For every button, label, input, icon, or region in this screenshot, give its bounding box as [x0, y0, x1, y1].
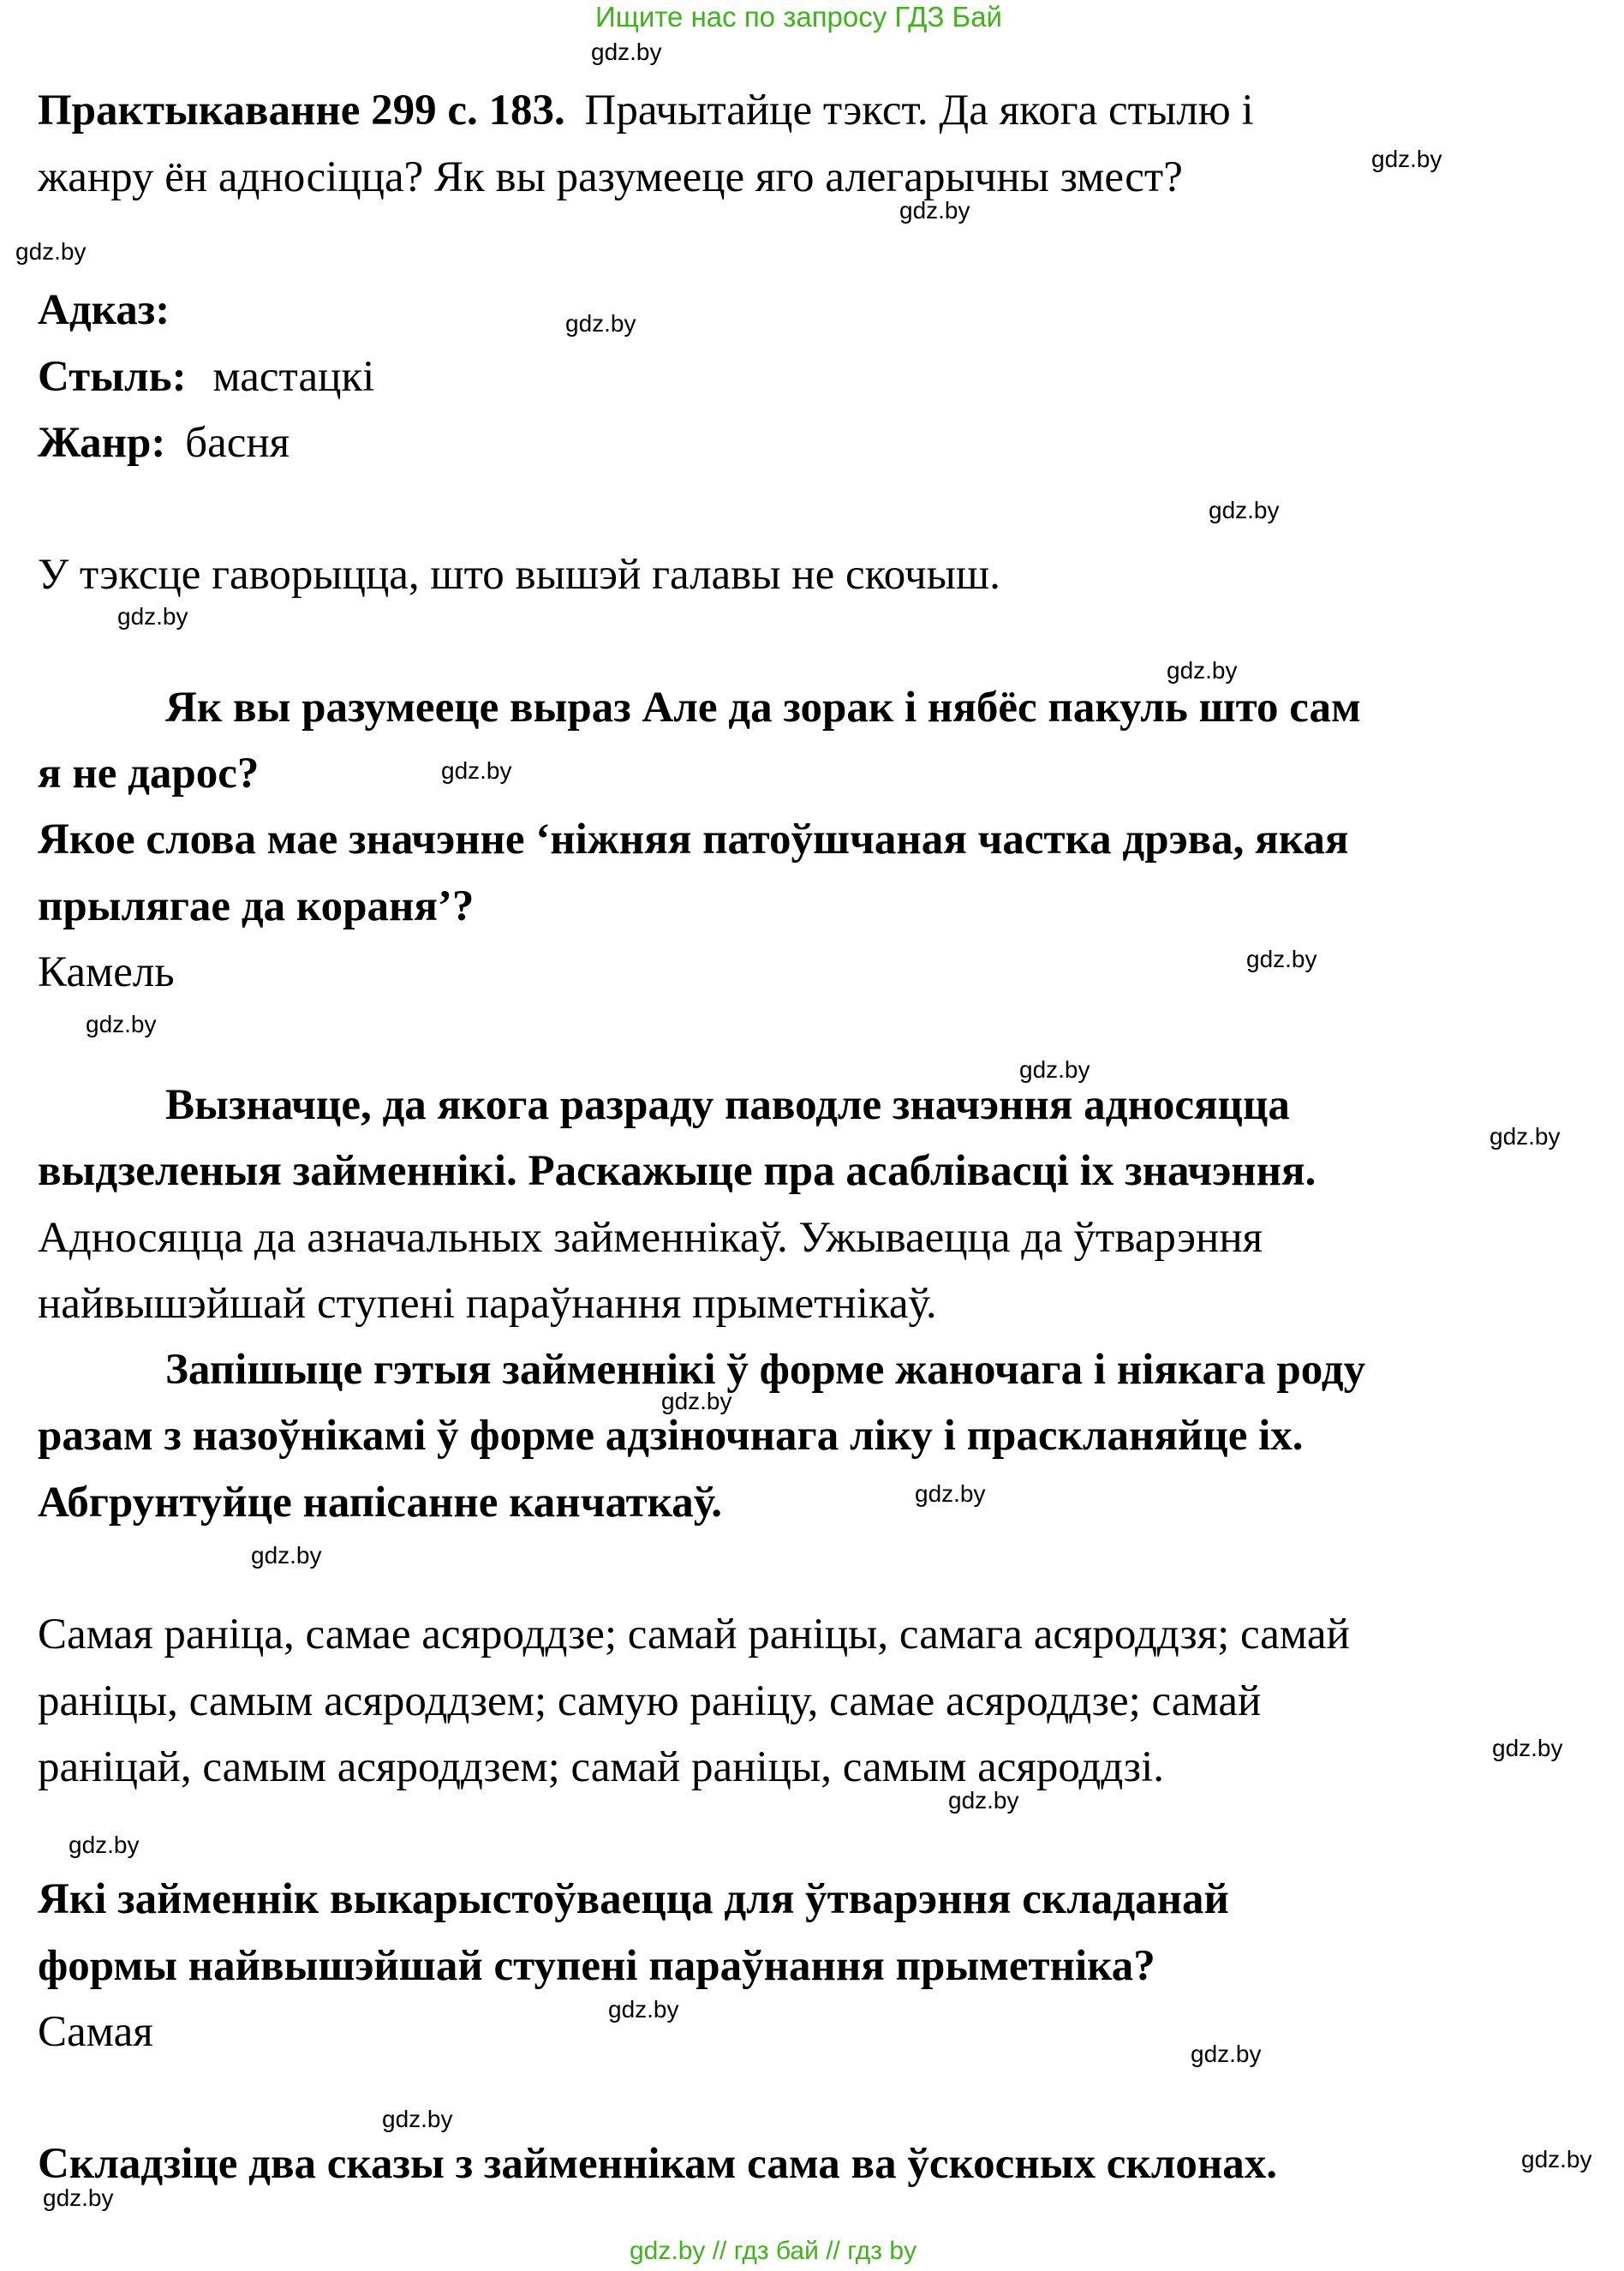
genre-label: Жанр: — [38, 419, 166, 467]
genre-row — [38, 421, 290, 465]
style-label: Стыль: — [38, 353, 187, 401]
question-4-line-1: Запішыце гэтыя займеннікі ў форме жаночага і ніякага роду — [165, 1346, 1366, 1394]
watermark: gdz.by — [441, 757, 512, 784]
question-4-answer-3: раніцай, самым асяроддзем; самай раніцы, самым асяроддзі. — [38, 1743, 1164, 1791]
watermark: gdz.by — [1521, 2146, 1592, 2172]
watermark: gdz.by — [1191, 2041, 1262, 2067]
question-2-line-2: прылягае да кораня’? — [38, 882, 475, 930]
task-text: Прачытайце тэкст. Да якога стылю і — [584, 87, 1254, 134]
question-4-answer-2: раніцы, самым асяроддзем; самую раніцу, самае асяроддзе; самай — [38, 1677, 1262, 1725]
question-3-line-2: выдзеленыя займеннікі. Раскажыце пра асаблівасці іх значэння. — [38, 1147, 1317, 1195]
question-5-line-2: формы найвышэйшай ступені параўнання прыметніка? — [38, 1942, 1155, 1990]
watermark: gdz.by — [43, 2184, 114, 2211]
question-2-line-1: Якое слова мае значэнне ‘ніжняя патоўшчаная частка дрэва, якая — [38, 816, 1349, 864]
search-banner[interactable]: Ищите нас по запросу ГДЗ Бай — [595, 1, 1002, 33]
question-5-answer: Самая — [38, 2008, 153, 2056]
watermark: gdz.by — [565, 310, 636, 337]
watermark: gdz.by — [1167, 657, 1238, 684]
answer-text: У тэксце гаворыцца, што вышэй галавы не скочыш. — [38, 551, 1000, 599]
watermark: gdz.by — [1371, 146, 1442, 172]
question-3-line-1: Вызначце, да якога разраду паводле значэння адносяцца — [165, 1081, 1290, 1129]
watermark: gdz.by — [382, 2106, 453, 2132]
watermark: gdz.by — [86, 1011, 157, 1037]
watermark: gdz.by — [608, 1996, 679, 2023]
genre-value: басня — [185, 419, 290, 467]
watermark: gdz.by — [948, 1787, 1019, 1814]
task-heading: Практыкаванне 299 с. 183. — [38, 87, 565, 134]
question-4-line-3: Абгрунтуйце напісанне канчаткаў. — [38, 1479, 722, 1527]
watermark: gdz.by — [117, 603, 188, 630]
watermark: gdz.by — [591, 39, 662, 65]
question-4-answer-1: Самая раніца, самае асяроддзе; самай раніцы, самага асяроддзя; самай — [38, 1611, 1350, 1658]
watermark: gdz.by — [1019, 1056, 1090, 1083]
footer-links[interactable]: gdz.by // гдз бай // гдз by — [630, 2237, 917, 2265]
question-5-line-1: Які займеннік выкарыстоўваецца для ўтварэння складанай — [38, 1875, 1229, 1923]
question-3-answer-1: Адносяцца да азначальных займеннікаў. Ужываецца да ўтварэння — [38, 1214, 1263, 1262]
watermark: gdz.by — [69, 1832, 140, 1858]
watermark: gdz.by — [1492, 1735, 1563, 1761]
question-6-line-1: Складзіце два сказы з займеннікам сама ва ўскосных склонах. — [38, 2140, 1278, 2188]
watermark: gdz.by — [915, 1480, 986, 1507]
task-line-2: жанру ён адносіцца? Як вы разумееце яго алегарычны змест? — [38, 153, 1183, 201]
question-4-line-2: разам з назоўнікамі ў форме адзіночнага ліку і праскланяйце іх. — [38, 1412, 1304, 1460]
watermark: gdz.by — [1209, 497, 1280, 523]
watermark: gdz.by — [899, 197, 970, 224]
question-1-line-2: я не дарос? — [38, 750, 260, 798]
style-value: мастацкі — [212, 353, 375, 401]
watermark: gdz.by — [251, 1542, 322, 1569]
question-3-answer-2: найвышэйшай ступені параўнання прыметнікаў. — [38, 1280, 937, 1328]
watermark: gdz.by — [1246, 946, 1317, 972]
question-1-line-1: Як вы разумееце выраз Але да зорак і нябёс пакуль што сам — [165, 684, 1361, 732]
answer-label: Адказ: — [38, 286, 170, 334]
style-row — [38, 353, 375, 401]
task-line-1 — [38, 89, 1254, 133]
question-2-answer: Камель — [38, 948, 175, 996]
watermark: gdz.by — [15, 238, 87, 265]
watermark: gdz.by — [1490, 1123, 1561, 1150]
watermark: gdz.by — [661, 1388, 732, 1414]
